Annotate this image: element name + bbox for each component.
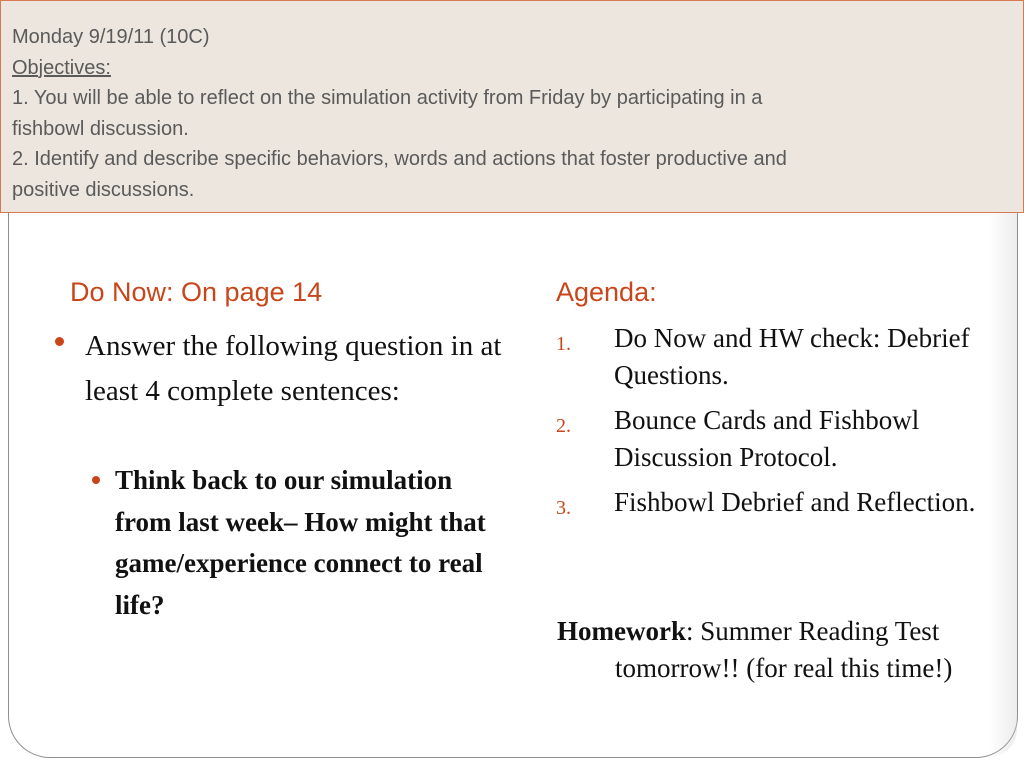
agenda-item bbox=[556, 402, 996, 476]
agenda-heading: Agenda: bbox=[556, 277, 657, 307]
agenda-item-number: 1. bbox=[556, 333, 571, 355]
agenda-item bbox=[556, 320, 996, 394]
homework-note bbox=[557, 613, 997, 687]
agenda-item bbox=[556, 484, 996, 521]
date-line: Monday 9/19/11 (10C) bbox=[12, 26, 210, 48]
bullet-dot-icon bbox=[92, 476, 100, 484]
do-now-prompt: Think back to our simulation from last week– How might that game/experience connect to real life? bbox=[115, 465, 486, 620]
agenda-list bbox=[556, 320, 996, 529]
objectives-header bbox=[0, 0, 1024, 213]
do-now-question: Answer the following question in at least 4 complete sentences: bbox=[85, 330, 502, 407]
agenda-item-text: Do Now and HW check: Debrief Questions. bbox=[614, 323, 970, 390]
objectives-label: Objectives: bbox=[12, 56, 111, 79]
objective-1-line-1: 1. You will be able to reflect on the simulation activity from Friday by participating in a bbox=[12, 87, 763, 109]
bullet-dot-icon bbox=[55, 337, 64, 346]
agenda-item-text: Fishbowl Debrief and Reflection. bbox=[614, 487, 976, 517]
do-now-heading: Do Now: On page 14 bbox=[70, 277, 323, 307]
objective-1-line-2: fishbowl discussion. bbox=[12, 117, 189, 140]
objective-2-line-1: 2. Identify and describe specific behaviors, words and actions that foster productive and bbox=[12, 148, 787, 170]
agenda-item-number: 3. bbox=[556, 497, 571, 519]
objective-2-line-2: positive discussions. bbox=[12, 178, 195, 201]
homework-label: Homework bbox=[557, 616, 686, 646]
homework-text: : Summer Reading Test tomorrow!! (for real this time!) bbox=[615, 616, 953, 683]
agenda-item-text: Bounce Cards and Fishbowl Discussion Protocol. bbox=[614, 405, 920, 472]
agenda-item-number: 2. bbox=[556, 415, 571, 437]
